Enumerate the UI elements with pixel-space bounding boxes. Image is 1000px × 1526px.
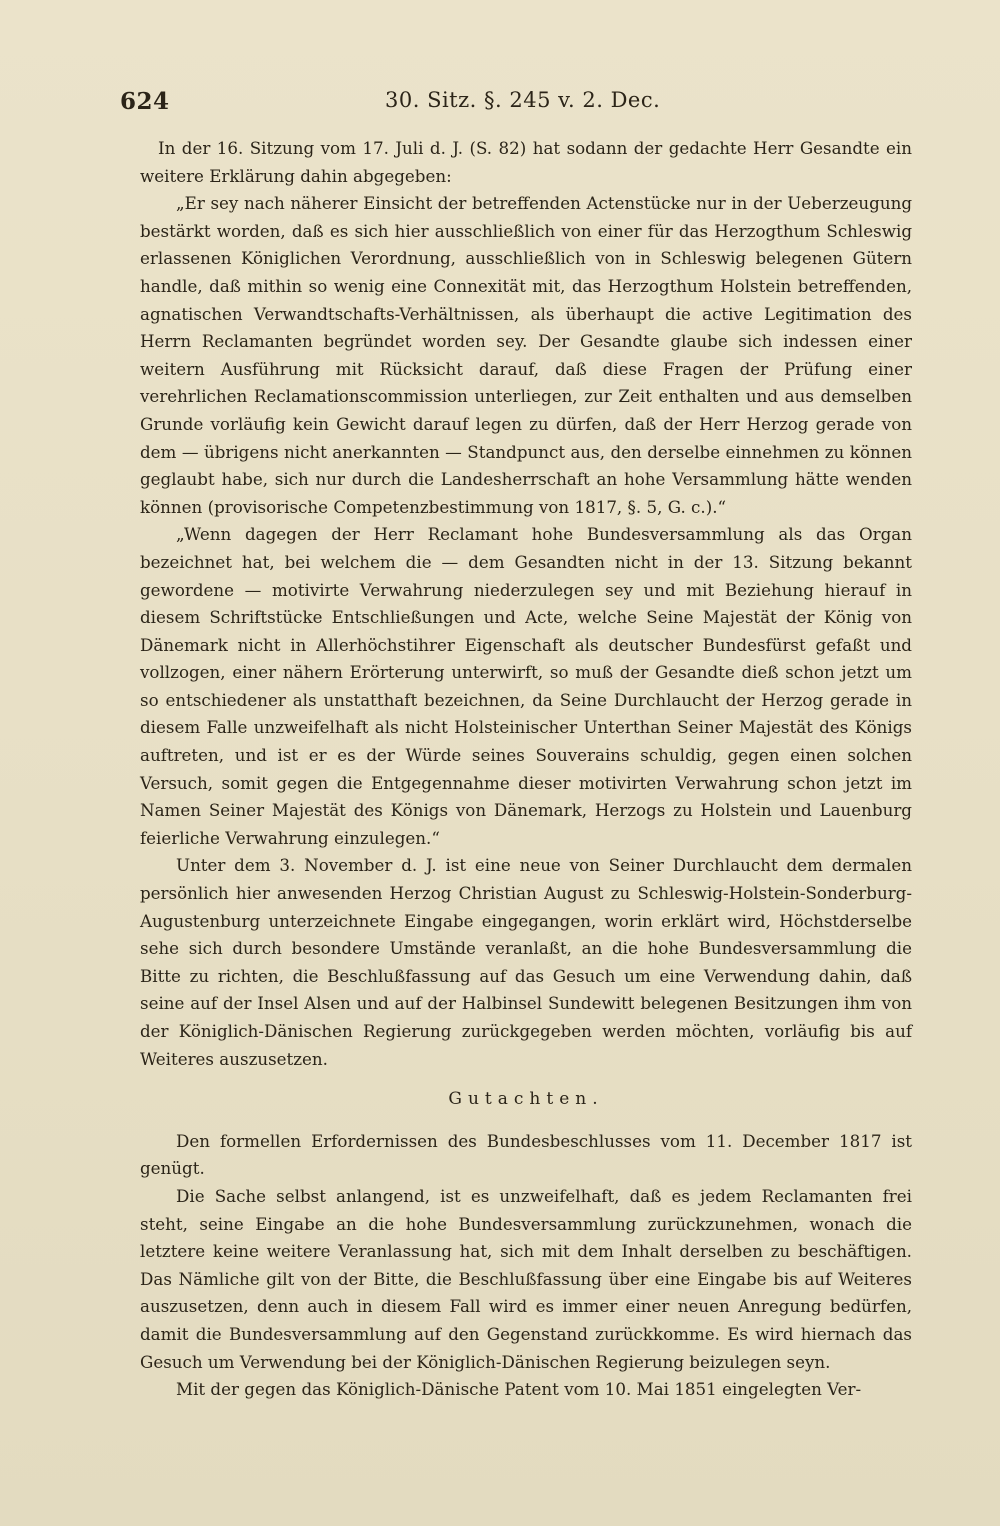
paragraph-november-petition: Unter dem 3. November d. J. ist eine neue von Seiner Durchlaucht dem dermalen persönlich hier anwesenden Herzog Christian August zu Schleswig-Holstein-Sonderburg-Augustenburg unterzeichnete Eingabe eingegangen, worin erklärt wird, Höchstderselbe sehe sich durch besondere Umstände veranlaßt, an die hohe Bundesversammlung die Bitte zu richten, die Beschlußfassung auf das Gesuch um eine Verwendung dahin, daß seine auf der Insel Alsen und auf der Halbinsel Sundewitt belegenen Besitzungen ihm von der Königlich-Dänischen Regierung zurückgegeben werden möchten, vorläufig bis auf Weiteres auszusetzen.	[140, 855, 912, 1069]
paragraph-patent-1851: Mit der gegen das Königlich-Dänische Patent vom 10. Mai 1851 eingelegten Ver-	[176, 1379, 862, 1400]
page-number: 624	[120, 88, 170, 115]
paragraph-formal-requirements: Den formellen Erfordernissen des Bundesbeschlusses vom 11. December 1817 ist genügt.	[140, 1130, 912, 1179]
running-head: 30. Sitz. §. 245 v. 2. Dec.	[385, 88, 661, 112]
body-text	[140, 135, 912, 1404]
quote-declaration-1: „Er sey nach näherer Einsicht der betreffenden Actenstücke nur in der Ueberzeugung bestärkt worden, daß es sich hier ausschließlich von einer für das Herzogthum Schleswig erlassenen Königlichen Verordnung, ausschließlich von in Schleswig belegenen Gütern handle, daß mithin so wenig eine Connexität mit, das Herzogthum Holstein betreffenden, agnatischen Verwandtschafts-Verhältnissen, als überhaupt die active Legitimation des Herrn Reclamanten begründet worden sey. Der Gesandte glaube sich indessen einer weitern Ausführung mit Rücksicht darauf, daß diese Fragen der Prüfung einer verehrlichen Reclamationscommission unterliegen, zur Zeit enthalten und aus demselben Grunde vorläufig kein Gewicht darauf legen zu dürfen, daß der Herr Herzog gerade von dem — übrigens nicht anerkannten — Standpunct aus, den derselbe einnehmen zu können geglaubt habe, sich nur durch die Landesherrschaft an hohe Versammlung hätte wenden können (provisorische Competenzbestimmung von 1817, §. 5, G. c.).“	[140, 193, 912, 517]
quote-declaration-2: „Wenn dagegen der Herr Reclamant hohe Bundesversammlung als das Organ bezeichnet hat, bei welchem die — dem Gesandten nicht in der 13. Sitzung bekannt gewordene — motivirte Verwahrung niederzulegen sey und mit Beziehung hierauf in diesem Schriftstücke Entschließungen und Acte, welche Seine Majestät der König von Dänemark nicht in Allerhöchstihrer Eigenschaft als deutscher Bundesfürst gefaßt und vollzogen, einer nähern Erörterung unterwirft, so muß der Gesandte dieß schon jetzt um so entschiedener als unstatthaft bezeichnen, da Seine Durchlaucht der Herzog gerade in diesem Falle unzweifelhaft als nicht Holsteinischer Unterthan Seiner Majestät des Königs auftreten, und ist er es der Würde seines Souverains schuldig, gegen einen solchen Versuch, somit gegen die Entgegennahme dieser motivirten Verwahrung schon jetzt im Namen Seiner Majestät des Königs von Dänemark, Herzogs zu Holstein und Lauenburg feierliche Verwahrung einzulegen.“	[140, 524, 912, 848]
paragraph-session-16: In der 16. Sitzung vom 17. Juli d. J. (S. 82) hat sodann der gedachte Herr Gesandte ein weitere Erklärung dahin abgegeben:	[140, 138, 912, 186]
page-header	[120, 88, 920, 122]
section-heading-gutachten: Gutachten.	[448, 1089, 604, 1110]
paragraph-matter-itself: Die Sache selbst anlangend, ist es unzweifelhaft, daß es jedem Reclamanten frei steht, seine Eingabe an die hohe Bundesversammlung zurückzunehmen, wonach die letztere keine weitere Veranlassung hat, sich mit dem Inhalt derselben zu beschäftigen. Das Nämliche gilt von der Bitte, die Beschlußfassung über eine Eingabe bis auf Weiteres auszusetzen, denn auch in diesem Fall wird es immer einer neuen Anregung bedürfen, damit die Bundesversammlung auf den Gegenstand zurückkomme. Es wird hiernach das Gesuch um Verwendung bei der Königlich-Dänischen Regierung beizulegen seyn.	[140, 1185, 912, 1372]
